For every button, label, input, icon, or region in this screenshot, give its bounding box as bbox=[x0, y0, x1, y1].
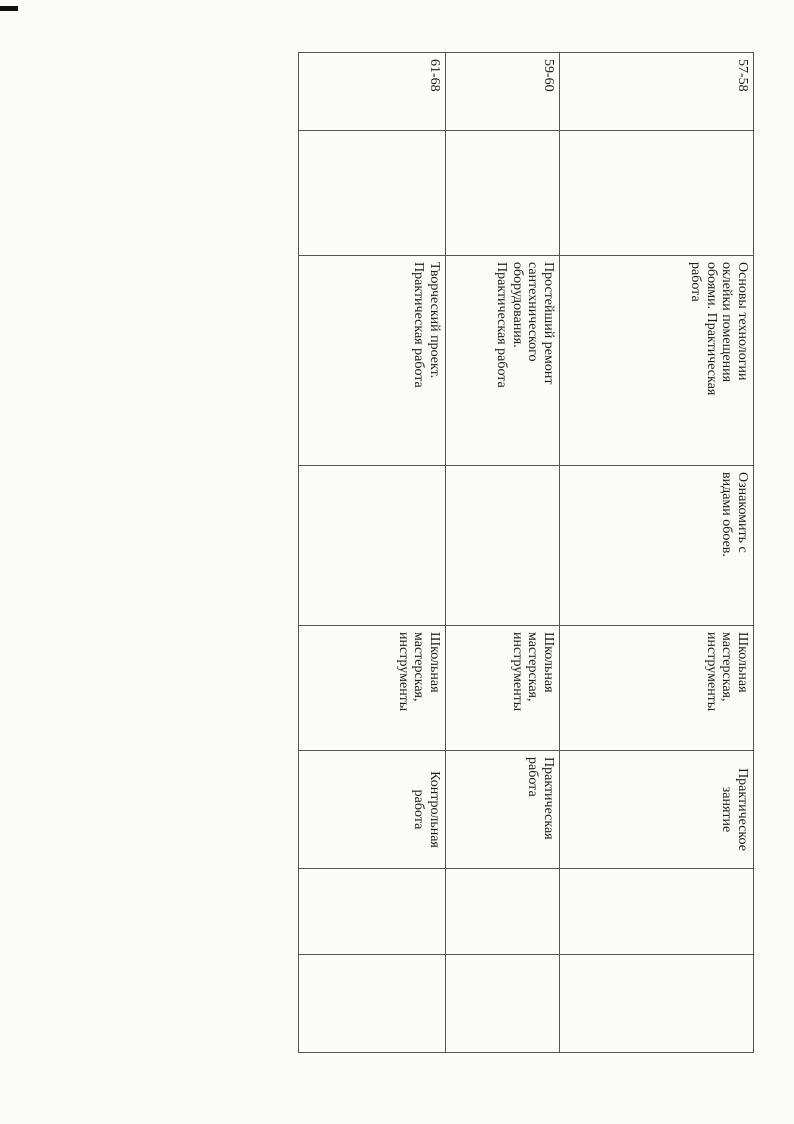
table-row bbox=[560, 53, 754, 1053]
empty-cell bbox=[560, 955, 754, 1053]
empty-cell bbox=[446, 869, 560, 955]
empty-cell bbox=[446, 955, 560, 1053]
lesson-equipment: Школьная мастерская, инструменты bbox=[446, 626, 560, 751]
empty-cell bbox=[299, 955, 446, 1053]
lesson-equipment: Школьная мастерская, инструменты bbox=[560, 626, 754, 751]
empty-cell bbox=[299, 869, 446, 955]
rotated-page-content bbox=[299, 52, 754, 1052]
lesson-topic: Основы технологии оклейки помещения обоями. Практическая работа bbox=[560, 256, 754, 466]
lesson-topic: Творческий проект. Практическая работа bbox=[299, 256, 446, 466]
lesson-form: Контрольная работа bbox=[299, 751, 446, 869]
lesson-form: Практическое занятие bbox=[560, 751, 754, 869]
scan-edge-mark bbox=[0, 6, 18, 11]
table-row bbox=[446, 53, 560, 1053]
lesson-number: 57-58 bbox=[560, 53, 754, 131]
lesson-content bbox=[299, 466, 446, 626]
empty-cell bbox=[299, 131, 446, 256]
lesson-content: Ознакомить с видами обоев. bbox=[560, 466, 754, 626]
empty-cell bbox=[560, 131, 754, 256]
lesson-number: 59-60 bbox=[446, 53, 560, 131]
lesson-content bbox=[446, 466, 560, 626]
lesson-equipment: Школьная мастерская, инструменты bbox=[299, 626, 446, 751]
table-row bbox=[299, 53, 446, 1053]
lesson-plan-table bbox=[298, 52, 754, 1053]
empty-cell bbox=[446, 131, 560, 256]
lesson-form: Практическая работа bbox=[446, 751, 560, 869]
lesson-topic: Простейший ремонт сантехнического оборудования. Практическая работа bbox=[446, 256, 560, 466]
lesson-number: 61-68 bbox=[299, 53, 446, 131]
empty-cell bbox=[560, 869, 754, 955]
